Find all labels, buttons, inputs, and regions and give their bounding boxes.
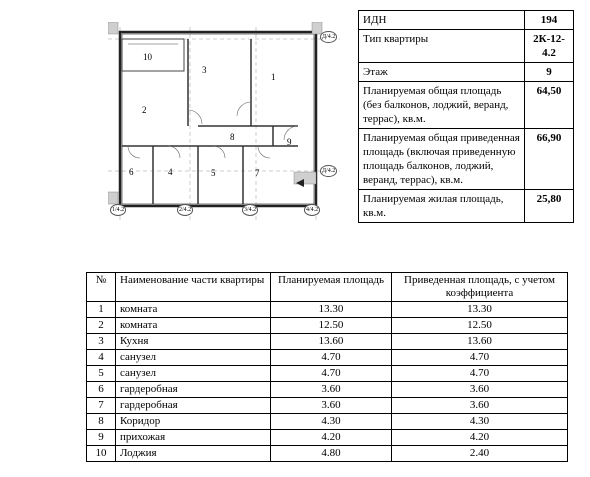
info-value: 66,90 [525, 129, 574, 190]
header-num: № [87, 273, 116, 302]
header-area: Планируемая площадь [271, 273, 392, 302]
row-num: 3 [87, 334, 116, 350]
axis-label-right: Д/4.2 [320, 165, 337, 177]
row-area: 13.30 [271, 302, 392, 318]
row-reduced: 12.50 [392, 318, 568, 334]
table-row [87, 318, 568, 334]
table-row [87, 398, 568, 414]
row-area: 3.60 [271, 382, 392, 398]
axis-label-top: Д/4.2 [320, 31, 337, 43]
row-num: 8 [87, 414, 116, 430]
row-num: 1 [87, 302, 116, 318]
row-reduced: 3.60 [392, 398, 568, 414]
row-reduced: 4.30 [392, 414, 568, 430]
row-name: гардеробная [116, 398, 271, 414]
info-value: 9 [525, 63, 574, 82]
row-num: 9 [87, 430, 116, 446]
header-name: Наименование части квартиры [116, 273, 271, 302]
rooms-header-row [87, 273, 568, 302]
row-num: 7 [87, 398, 116, 414]
info-value: 64,50 [525, 82, 574, 129]
room-number-3: 3 [202, 65, 207, 75]
row-name: санузел [116, 350, 271, 366]
info-label: Планируемая общая приведенная площадь (включая приведенную площадь балконов, лоджий, веранд, террас), кв.м. [359, 129, 525, 190]
room-number-10: 10 [143, 52, 152, 62]
room-number-9: 9 [287, 137, 292, 147]
room-number-8: 8 [230, 132, 235, 142]
row-name: комната [116, 318, 271, 334]
info-label: ИДН [359, 11, 525, 30]
info-label: Этаж [359, 63, 525, 82]
info-row-type [359, 30, 574, 63]
row-name: Кухня [116, 334, 271, 350]
room-number-7: 7 [255, 168, 260, 178]
info-value: 25,80 [525, 190, 574, 223]
row-area: 4.20 [271, 430, 392, 446]
table-row [87, 414, 568, 430]
row-name: прихожая [116, 430, 271, 446]
table-row [87, 302, 568, 318]
room-number-4: 4 [168, 167, 173, 177]
table-row [87, 366, 568, 382]
row-name: санузел [116, 366, 271, 382]
row-name: Коридор [116, 414, 271, 430]
table-row [87, 382, 568, 398]
info-value: 2К-12-4.2 [525, 30, 574, 63]
row-area: 12.50 [271, 318, 392, 334]
room-number-6: 6 [129, 167, 134, 177]
row-num: 10 [87, 446, 116, 462]
axis-label-3: 3/4.2 [242, 204, 258, 216]
room-number-2: 2 [142, 105, 147, 115]
table-row [87, 334, 568, 350]
room-number-5: 5 [211, 168, 216, 178]
row-reduced: 4.70 [392, 350, 568, 366]
axis-label-1: 1/4.2 [110, 204, 126, 216]
row-num: 5 [87, 366, 116, 382]
info-row-living-area [359, 190, 574, 223]
row-area: 13.60 [271, 334, 392, 350]
info-label: Планируемая жилая площадь, кв.м. [359, 190, 525, 223]
row-reduced: 13.60 [392, 334, 568, 350]
row-reduced: 2.40 [392, 446, 568, 462]
row-reduced: 4.70 [392, 366, 568, 382]
row-name: Лоджия [116, 446, 271, 462]
rooms-table [86, 272, 568, 462]
row-area: 4.80 [271, 446, 392, 462]
row-name: гардеробная [116, 382, 271, 398]
info-value: 194 [525, 11, 574, 30]
info-row-idn [359, 11, 574, 30]
info-row-reduced-area [359, 129, 574, 190]
row-name: комната [116, 302, 271, 318]
table-row [87, 350, 568, 366]
info-row-total-area [359, 82, 574, 129]
info-label: Планируемая общая площадь (без балконов, лоджий, веранд, террас), кв.м. [359, 82, 525, 129]
row-reduced: 3.60 [392, 382, 568, 398]
table-row [87, 430, 568, 446]
apartment-info-table [358, 10, 574, 223]
row-area: 4.70 [271, 366, 392, 382]
row-num: 4 [87, 350, 116, 366]
axis-label-2: 2/4.2 [177, 204, 193, 216]
header-reduced: Приведенная площадь, с учетом коэффициента [392, 273, 568, 302]
row-reduced: 13.30 [392, 302, 568, 318]
row-area: 3.60 [271, 398, 392, 414]
axis-label-4: 4/4.2 [304, 204, 320, 216]
row-area: 4.70 [271, 350, 392, 366]
row-num: 2 [87, 318, 116, 334]
table-row [87, 446, 568, 462]
floor-plan [108, 22, 340, 220]
row-area: 4.30 [271, 414, 392, 430]
info-row-floor [359, 63, 574, 82]
room-number-1: 1 [271, 72, 276, 82]
info-label: Тип квартиры [359, 30, 525, 63]
row-num: 6 [87, 382, 116, 398]
row-reduced: 4.20 [392, 430, 568, 446]
